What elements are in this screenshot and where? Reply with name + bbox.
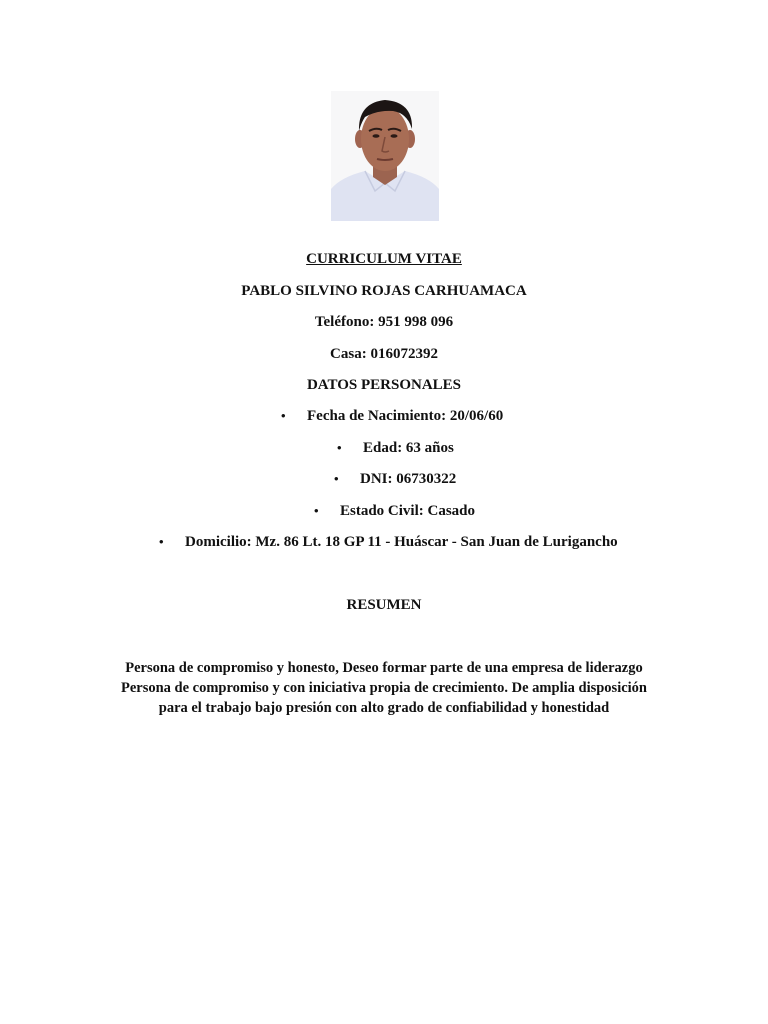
phone-line: Teléfono: 951 998 096 [314, 314, 454, 330]
birth-date-text: Fecha de Nacimiento: 20/06/60 [307, 408, 504, 424]
personal-data-heading: DATOS PERSONALES [306, 377, 462, 393]
cv-title: CURRICULUM VITAE [306, 251, 462, 267]
bullet-age [337, 439, 454, 457]
profile-photo [331, 91, 439, 221]
bullet-civil-status [314, 502, 475, 520]
bullet-symbol: • [314, 503, 319, 518]
civil-status-text: Estado Civil: Casado [340, 503, 476, 519]
bullet-birth-date [281, 407, 503, 425]
summary-heading: RESUMEN [346, 597, 422, 613]
full-name: PABLO SILVINO ROJAS CARHUAMACA [241, 283, 527, 299]
bullet-symbol: • [337, 440, 342, 455]
bullet-address [159, 533, 618, 551]
age-text: Edad: 63 años [363, 440, 454, 456]
address-text: Domicilio: Mz. 86 Lt. 18 GP 11 - Huáscar - San Juan de Lurigancho [185, 534, 618, 550]
bullet-symbol: • [281, 408, 286, 423]
home-phone-line: Casa: 016072392 [330, 346, 438, 362]
bullet-symbol: • [159, 534, 164, 549]
dni-text: DNI: 06730322 [360, 471, 457, 487]
bullet-dni [334, 470, 456, 488]
bullet-symbol: • [334, 471, 339, 486]
summary-paragraph: Persona de compromiso y honesto, Deseo formar parte de una empresa de liderazgo Persona de compromiso y con iniciativa propia de crecimiento. De amplia disposición para el trabajo bajo presión con alto grado de confiabilidad y honestidad [120, 660, 647, 716]
